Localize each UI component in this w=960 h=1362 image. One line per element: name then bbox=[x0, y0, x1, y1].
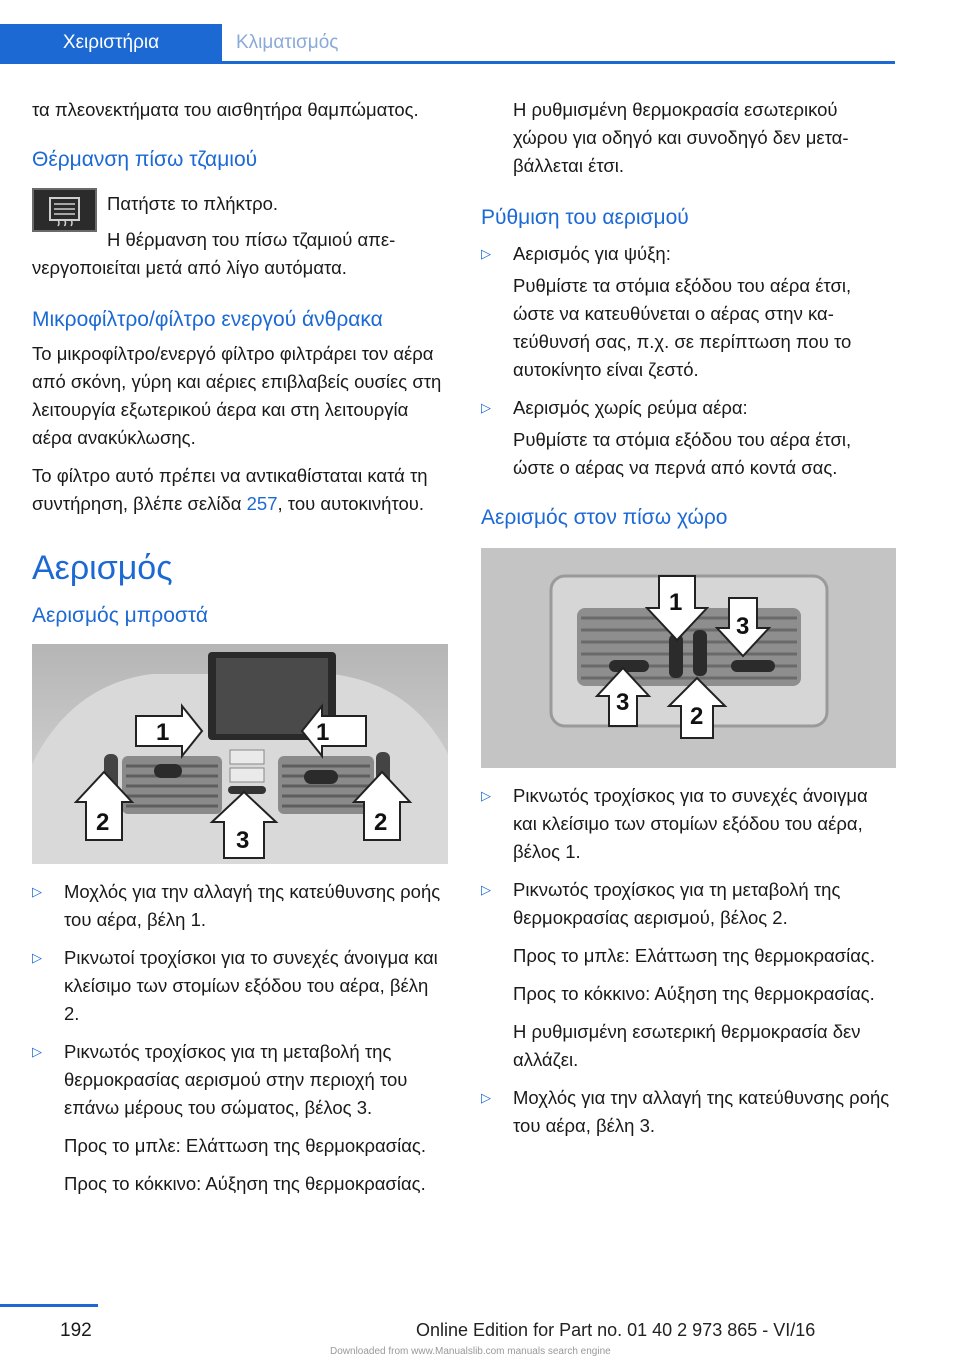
front-bullet-3-text: Ρικνωτός τροχίσκος για τη μεταβολή της θερμοκρασίας αερισμού στην περιοχή του επάνω μέρους του σώματος, βέλος 3. bbox=[64, 1041, 408, 1118]
heading-front-ventilation: Αερισμός μπροστά bbox=[32, 604, 208, 627]
adjust-bullet-1-text: Αερισμός για ψύξη: bbox=[513, 243, 671, 264]
rear-bullet-2-blue: Προς το μπλε: Ελάττωση της θερμοκρασίας. bbox=[513, 945, 875, 966]
front-label-2-right: 2 bbox=[374, 809, 388, 836]
rear-window-press-text: Πατήστε το πλήκτρο. bbox=[107, 193, 279, 214]
right-column bbox=[481, 96, 896, 1150]
header-rule bbox=[0, 61, 895, 64]
heading-adjust-ventilation: Ρύθμιση του αερισμού bbox=[481, 206, 689, 229]
rear-label-2: 2 bbox=[690, 703, 704, 730]
adjust-bullet-2-text: Αερισμός χωρίς ρεύμα αέρα: bbox=[513, 397, 748, 418]
footer bbox=[0, 1300, 960, 1362]
front-bullet-3-red: Προς το κόκκινο: Αύξηση της θερμοκρασίας. bbox=[64, 1173, 426, 1194]
page-link-257[interactable]: 257 bbox=[246, 493, 278, 514]
rear-window-description-text: Η θέρμανση του πίσω τζαμιού απενεργοποιείται μετά από λίγο αυτόματα. bbox=[32, 229, 396, 278]
rear-window-button-row bbox=[32, 184, 448, 282]
front-vents-photo bbox=[32, 644, 448, 864]
adjust-bullet-2-desc: Ρυθμίστε τα στόμια εξόδου του αέρα έτσι, ώστε ο αέρας να περνά από κοντά σας. bbox=[513, 429, 852, 478]
microfilter-p2-pre: Το φίλτρο αυτό πρέπει να αντικαθίσταται κατά τη συντήρηση, βλέπε σελίδα bbox=[32, 465, 428, 514]
rear-bullet-2-red: Προς το κόκκινο: Αύξηση της θερμοκρασίας. bbox=[513, 983, 875, 1004]
triangle-bullet-icon: ▷ bbox=[32, 950, 42, 965]
tab-climate[interactable]: Κλιματισμός bbox=[236, 32, 339, 53]
front-bullet-2-text: Ρικνωτοί τροχίσκοι για το συνεχές άνοιγμα και κλείσιμο των στομίων εξόδου του αέρα, βέλη 2. bbox=[64, 947, 438, 1024]
front-label-1-right: 1 bbox=[316, 719, 330, 746]
triangle-bullet-icon: ▷ bbox=[481, 882, 491, 897]
watermark-text: Downloaded from www.Manualslib.com manuals search engine bbox=[330, 1346, 611, 1357]
microfilter-paragraph-2 bbox=[32, 462, 448, 518]
rear-bullet-list bbox=[481, 782, 896, 1140]
front-label-3: 3 bbox=[236, 827, 250, 854]
right-top-paragraph: Η ρυθμισμένη θερμοκρασία εσωτερικού χώρου για οδηγό και συνοδηγό δεν μεταβάλλεται έτσι. bbox=[513, 99, 849, 176]
left-column bbox=[32, 96, 448, 1208]
rear-vents-photo bbox=[481, 548, 896, 768]
rear-label-1: 1 bbox=[669, 589, 683, 616]
front-bullet-3 bbox=[32, 1038, 448, 1122]
rear-label-3-right: 3 bbox=[736, 613, 750, 640]
front-bullet-1 bbox=[32, 878, 448, 934]
heading-microfilter: Μικροφίλτρο/φίλτρο ενεργού άνθρακα bbox=[32, 308, 383, 331]
front-bullet-2 bbox=[32, 944, 448, 1028]
rear-bullet-3 bbox=[481, 1084, 896, 1140]
microfilter-p2-post: , του αυτοκινήτου. bbox=[277, 493, 425, 514]
triangle-bullet-icon: ▷ bbox=[481, 246, 491, 261]
rear-bullet-3-text: Μοχλός για την αλλαγή της κατεύθυνσης ροής του αέρα, βέλη 3. bbox=[513, 1087, 890, 1136]
front-bullet-3-blue: Προς το μπλε: Ελάττωση της θερμοκρασίας. bbox=[64, 1135, 426, 1156]
adjust-bullet-1 bbox=[481, 240, 896, 268]
triangle-bullet-icon: ▷ bbox=[32, 1044, 42, 1059]
adjust-bullet-2 bbox=[481, 394, 896, 422]
rear-bullet-1-text: Ρικνωτός τροχίσκος για το συνεχές άνοιγμα και κλείσιμο των στομίων εξόδου του αέρα, βέλος 1. bbox=[513, 785, 868, 862]
front-bullet-list bbox=[32, 878, 448, 1198]
rear-label-3-left: 3 bbox=[616, 689, 630, 716]
edition-info: Online Edition for Part no. 01 40 2 973 865 - VI/16 bbox=[416, 1320, 816, 1340]
tab-controls[interactable]: Χειριστήρια bbox=[0, 24, 222, 62]
adjust-bullet-1-desc: Ρυθμίστε τα στόμια εξόδου του αέρα έτσι, ώστε να κατευθύνεται ο αέρας στην κατεύθυνσή σας, π.χ. σε περίπτωση που το αυτοκίνητο είναι ζεστό. bbox=[513, 275, 852, 380]
triangle-bullet-icon: ▷ bbox=[481, 788, 491, 803]
microfilter-paragraph-1: Το μικροφίλτρο/ενεργό φίλτρο φιλτράρει τον αέρα από σκόνη, γύρη και αέριες επιβλαβείς ουσίες στη λειτουργία εξωτερικού άερα και στη λειτουργία αέρα ανακύκλωσης. bbox=[32, 343, 442, 448]
header-bar bbox=[0, 0, 960, 64]
front-label-1-left: 1 bbox=[156, 719, 170, 746]
rear-bullet-2-text: Ρικνωτός τροχίσκος για τη μεταβολή της θερμοκρασίας αερισμού, βέλος 2. bbox=[513, 879, 841, 928]
front-bullet-1-text: Μοχλός για την αλλαγή της κατεύθυνσης ροής του αέρα, βέλη 1. bbox=[64, 881, 441, 930]
triangle-bullet-icon: ▷ bbox=[481, 1090, 491, 1105]
page-number: 192 bbox=[60, 1320, 92, 1341]
triangle-bullet-icon: ▷ bbox=[32, 884, 42, 899]
heading-rear-ventilation: Αερισμός στον πίσω χώρο bbox=[481, 506, 728, 529]
continued-paragraph: τα πλεονεκτήματα του αισθητήρα θαμπώματος. bbox=[32, 99, 419, 120]
heading-rear-window-heating: Θέρμανση πίσω τζαμιού bbox=[32, 148, 258, 171]
footer-rule bbox=[0, 1304, 98, 1307]
rear-bullet-2 bbox=[481, 876, 896, 932]
front-label-2-left: 2 bbox=[96, 809, 110, 836]
rear-window-defrost-button-icon bbox=[32, 188, 97, 232]
rear-window-description bbox=[32, 226, 448, 282]
rear-bullet-2-note: Η ρυθμισμένη εσωτερική θερμοκρασία δεν αλλάζει. bbox=[513, 1021, 861, 1070]
rear-bullet-1 bbox=[481, 782, 896, 866]
heading-ventilation: Αερισμός bbox=[32, 549, 173, 587]
triangle-bullet-icon: ▷ bbox=[481, 400, 491, 415]
